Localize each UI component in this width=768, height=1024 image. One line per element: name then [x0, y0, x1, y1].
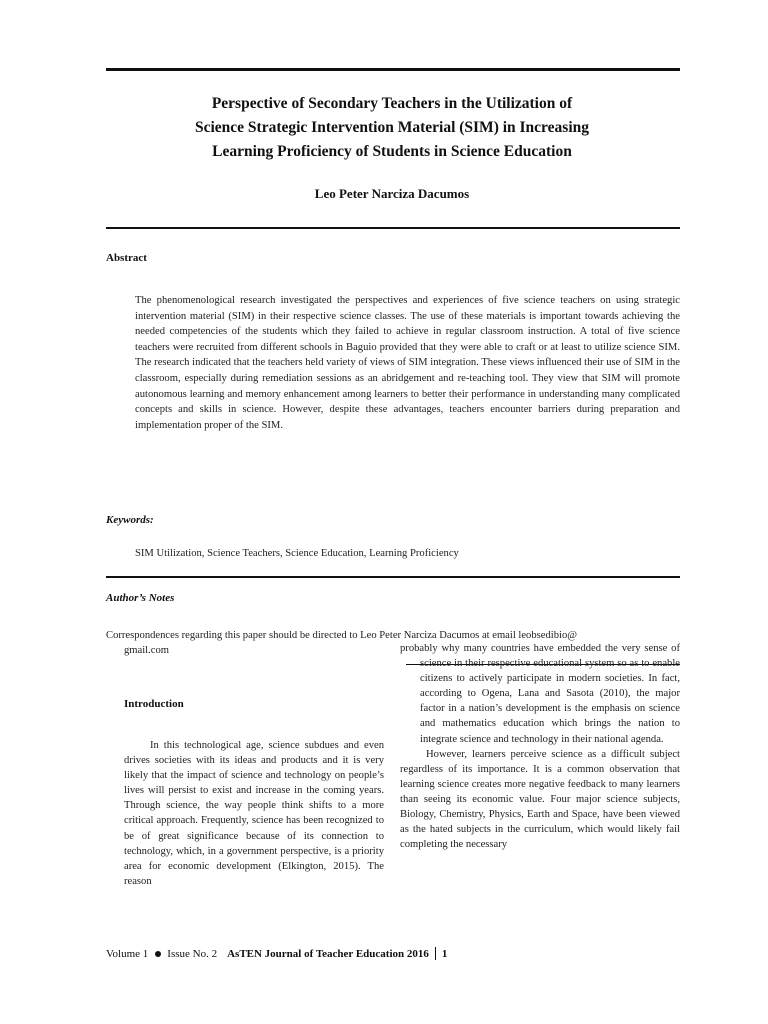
author-name: Leo Peter Narciza Dacumos: [314, 186, 470, 201]
right-column: [400, 641, 680, 852]
introduction-paragraph-3: However, learners perceive science as a difficult subject regardless of its importance. It is a common observation that learning science creates more negative feedback to many learners than seeing its economic value. Four major science subjects, Biology, Chemistry, Physics, Earth and Space, have been viewed as the hated subjects in the curriculum, which would likely fail completing the necessary: [400, 748, 680, 851]
rule-below-keywords: [106, 576, 680, 578]
page-footer: [106, 947, 447, 960]
footer-issue: Issue No. 2: [167, 947, 218, 960]
paper-title-line-2: Science Strategic Intervention Material (SIM) in Increasing: [194, 119, 590, 136]
authors-notes-line-1: Correspondences regarding this paper should be directed to Leo Peter Narciza Dacumos at email leobsedibio@: [106, 630, 578, 641]
paper-title-line-1: Perspective of Secondary Teachers in the Utilization of: [211, 95, 573, 112]
paper-title: [110, 92, 674, 164]
divider: [435, 947, 436, 960]
abstract-heading: Abstract: [106, 252, 147, 264]
left-column: [124, 738, 384, 889]
keywords-heading: Keywords:: [106, 514, 154, 526]
keywords-text: SIM Utilization, Science Teachers, Science Education, Learning Proficiency: [135, 548, 459, 559]
page-number: 1: [441, 947, 448, 960]
abstract-text: The phenomenological research investigated the perspectives and experiences of five science teachers on using strategic intervention material (SIM) in their respective science classes. The use of these materials is important towards achieving the needed competencies of the students which they failed to achieve in regular classroom instruction. A total of five science teachers were recruited from different schools in Baguio provided that they were able to craft or at least to utilize science SIM. The research indicated that the teachers held variety of views of SIM integration. These views influenced their use of SIM in the classroom, especially during remediation sessions as an abridgement and re-teaching tool. They view that SIM will promote autonomous learning and memory enhancement among learners to better their performance in understanding many complicated concepts and skills in science. However, despite these advantages, teachers encounter barriers during preparation and implementation proper of the SIM.: [135, 295, 680, 431]
paper-title-line-3: Learning Proficiency of Students in Science Education: [212, 143, 572, 160]
authors-notes-line-2: gmail.com: [124, 645, 170, 656]
introduction-paragraph-2: probably why many countries have embedded the very sense of science in their respective educational system so as to enable citizens to actively participate in modern societies. In fact, according to Ogena, Lana and Sasota (2010), the major factor in a nation’s development is the emphasis on science and mathematics education which brings the nation to integrate science and technology in their national agenda.: [400, 643, 680, 745]
authors-notes-heading: Author’s Notes: [106, 592, 175, 604]
footer-volume: Volume 1: [106, 947, 149, 960]
introduction-paragraph-1: In this technological age, science subdues and even drives societies with its ideas and products and it is very likely that the impact of science and technology on people’s lives will persist to exist and increase in the coming years. Through science, the way people think shifts to a more critical approach. Frequently, science has been recognized to be of great significance because of its connection to technology, which, in a government perspective, is a priority area for economic development (Elkington, 2015). The reason: [124, 740, 384, 887]
top-rule: [106, 68, 680, 71]
rule-below-author: [106, 227, 680, 229]
introduction-heading: Introduction: [124, 698, 184, 710]
footer-journal: AsTEN Journal of Teacher Education 2016: [227, 947, 429, 960]
bullet-icon: [155, 951, 161, 957]
